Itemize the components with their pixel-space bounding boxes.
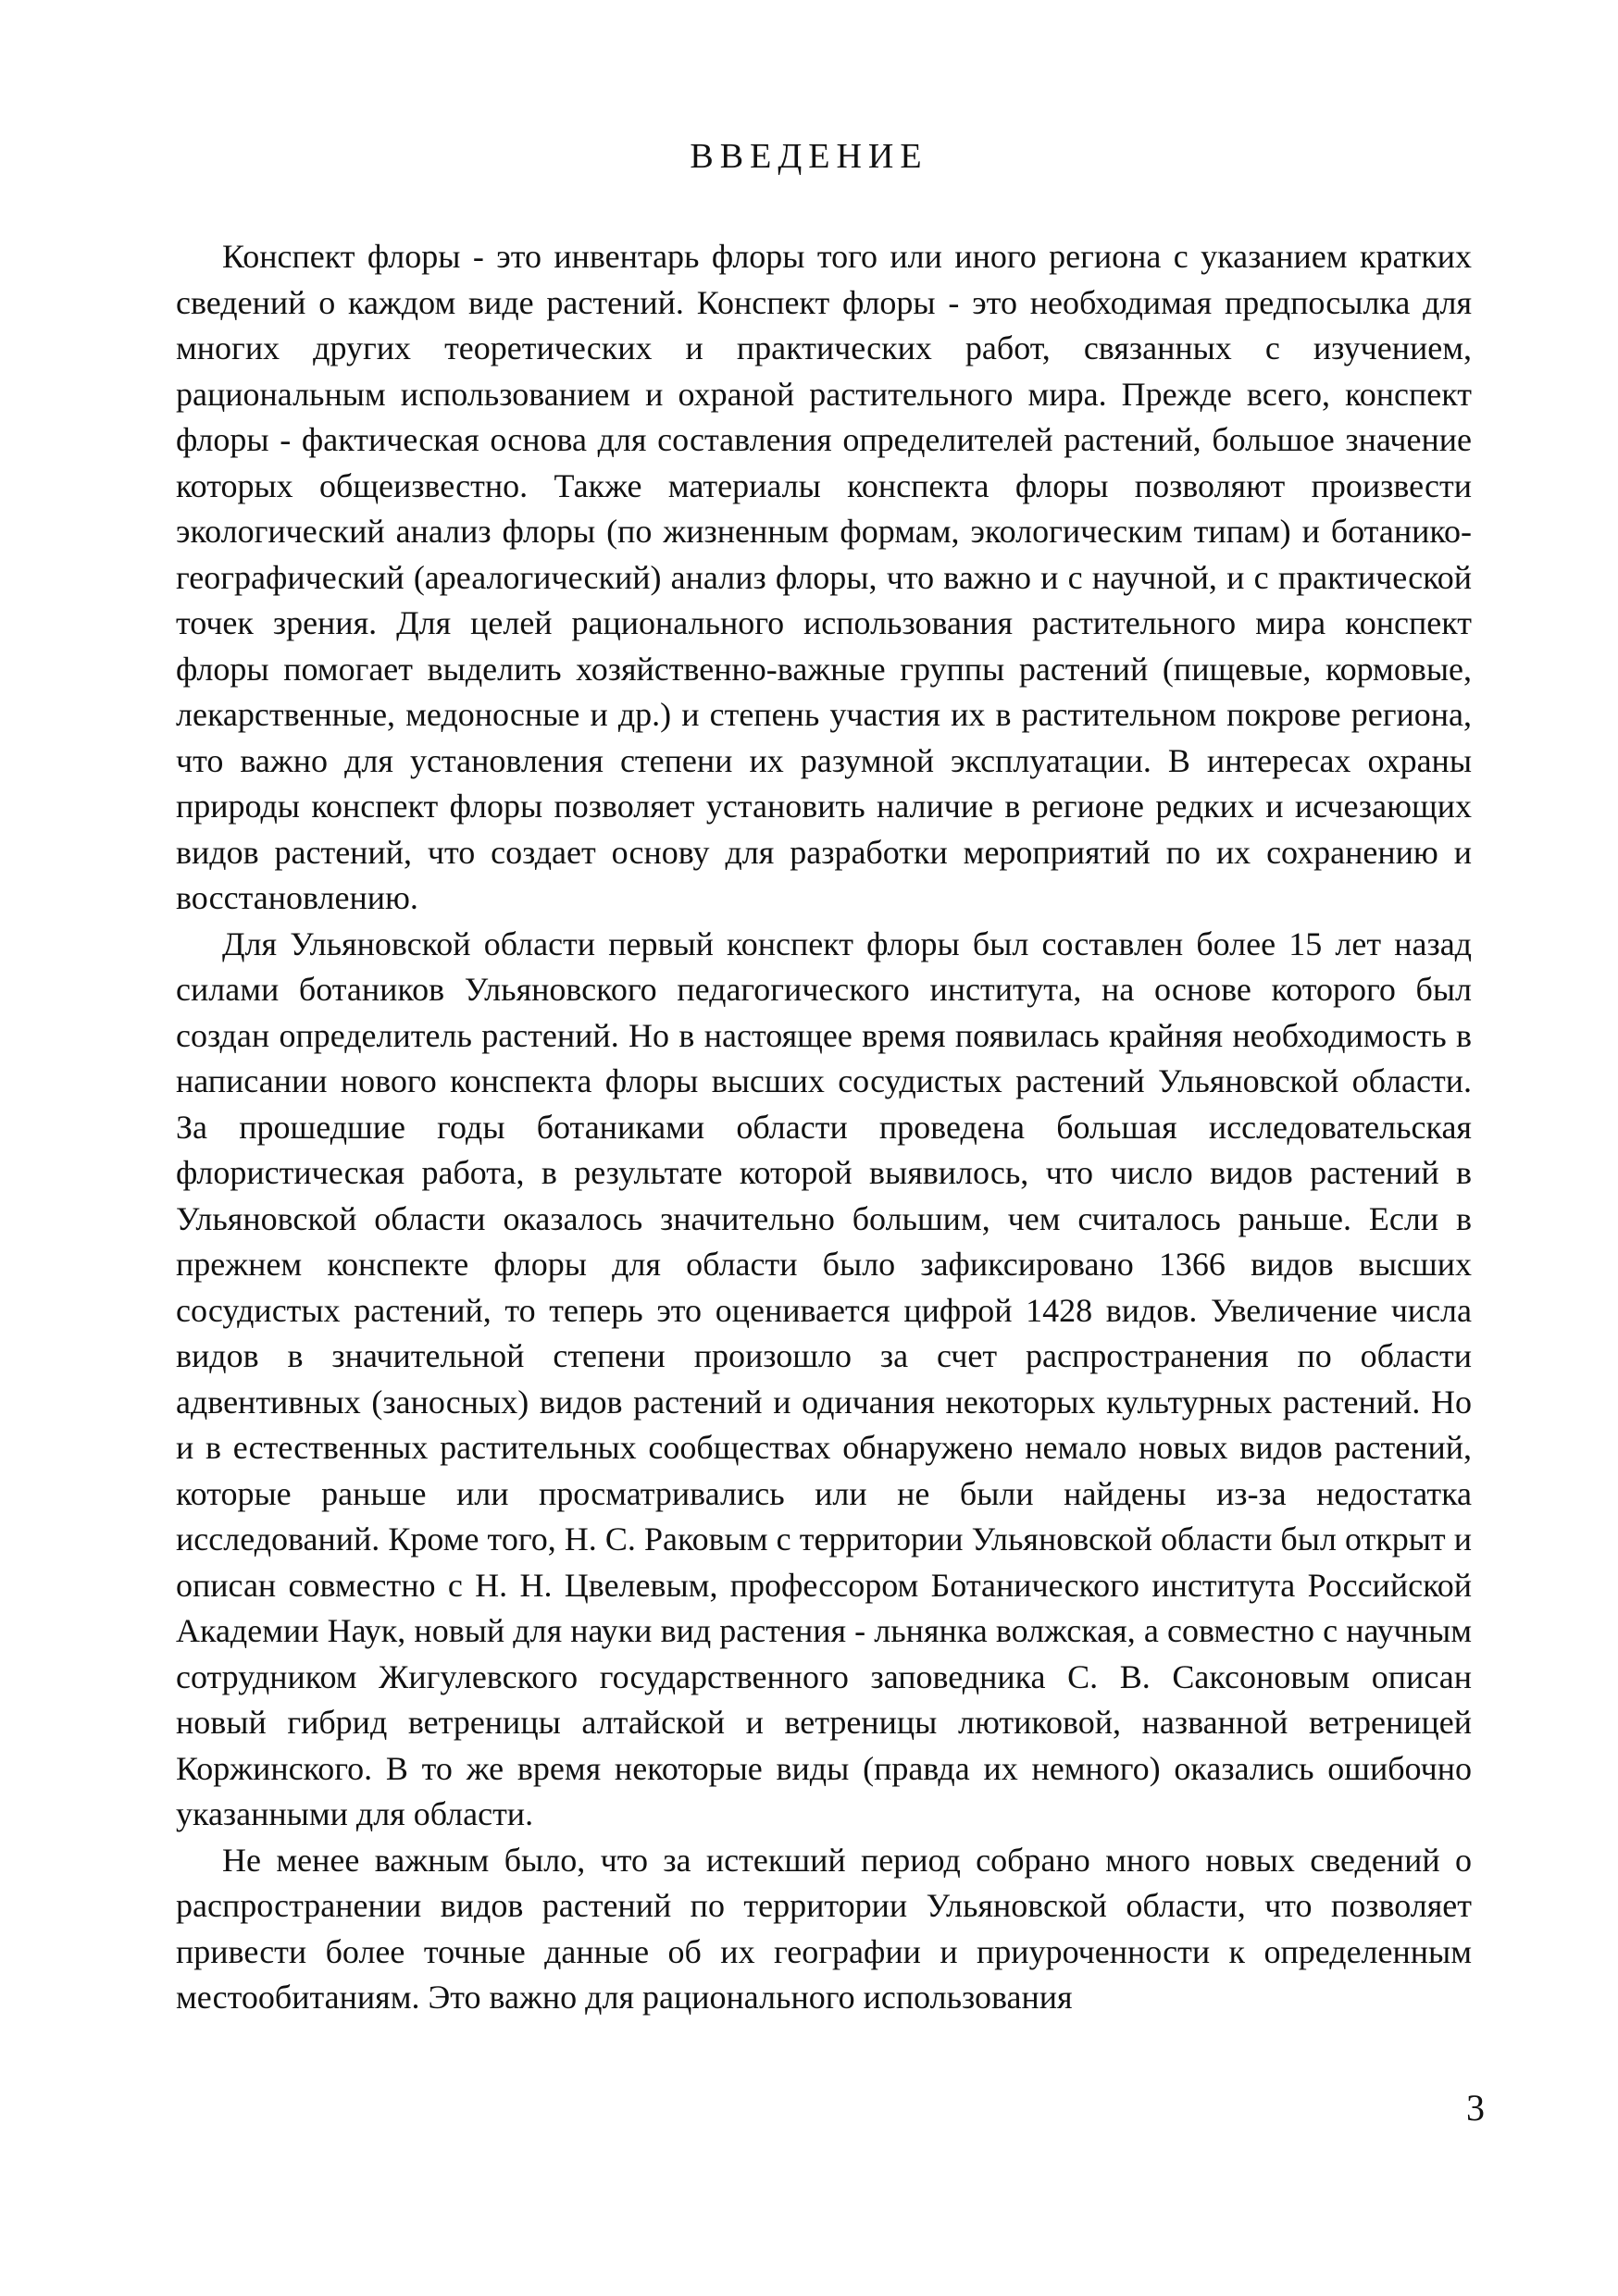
page-heading: ВВЕДЕНИЕ [690, 137, 928, 176]
page-number: 3 [1466, 2087, 1485, 2128]
paragraph-3: Не менее важным было, что за истекший период собрано много новых сведений о распространении видов растений по территории Ульяновской области, что позволяет привести более точные данные об их географии и приуроченности к определенным местообитаниям. Это важно для рационального использования [176, 1841, 1472, 2016]
paragraph-1: Конспект флоры - это инвентарь флоры того или иного региона с указанием кратких сведений о каждом виде растений. Конспект флоры - это необходимая предпосылка для многих других теоретических и практических работ, связанных с изучением, рациональным использованием и охраной растительного мира. Прежде всего, конспект флоры - фактическая основа для составления определителей растений, большое значение которых общеизвестно. Также материалы конспекта флоры позволяют произвести экологический анализ флоры (по жизненным формам, экологическим типам) и ботанико-географический (ареалогический) анализ флоры, что важно и с научной, и с практической точек зрения. Для целей рационального использования растительного мира конспект флоры помогает выделить хозяйственно-важные группы растений (пищевые, кормовые, лекарственные, медоносные и др.) и степень участия их в растительном покрове региона, что важно для установления степени их разумной эксплуатации. В интересах охраны природы конспект флоры позволяет установить наличие в регионе редких и исчезающих видов растений, что создает основу для разработки мероприятий по их сохранению и восстановлению. [176, 238, 1472, 916]
body-text [176, 234, 1472, 2021]
paragraph-2: Для Ульяновской области первый конспект флоры был составлен более 15 лет назад силами ботаников Ульяновского педагогического института, на основе которого был создан определитель растений. Но в настоящее время появилась крайняя необходимость в написании нового конспекта флоры высших сосудистых растений Ульяновской области. За прошедшие годы ботаниками области проведена большая исследовательская флористическая работа, в результате которой выявилось, что число видов растений в Ульяновской области оказалось значительно большим, чем считалось раньше. Если в прежнем конспекте флоры для области было зафиксировано 1366 видов высших сосудистых растений, то теперь это оценивается цифрой 1428 видов. Увеличение числа видов в значительной степени произошло за счет распространения по области адвентивных (заносных) видов растений и одичания некоторых культурных растений. Но и в естественных растительных сообществах обнаружено немало новых видов растений, которые раньше или просматривались или не были найдены из-за недостатка исследований. Кроме того, Н. С. Раковым с территории Ульяновской области был открыт и описан совместно с Н. Н. Цвелевым, профессором Ботанического института Российской Академии Наук, новый для науки вид растения - льнянка волжская, а совместно с научным сотрудником Жигулевского государственного заповедника С. В. Саксоновым описан новый гибрид ветреницы алтайской и ветреницы лютиковой, названной ветреницей Коржинского. В то же время некоторые виды (правда их немного) оказались ошибочно указанными для области. [176, 925, 1472, 1832]
